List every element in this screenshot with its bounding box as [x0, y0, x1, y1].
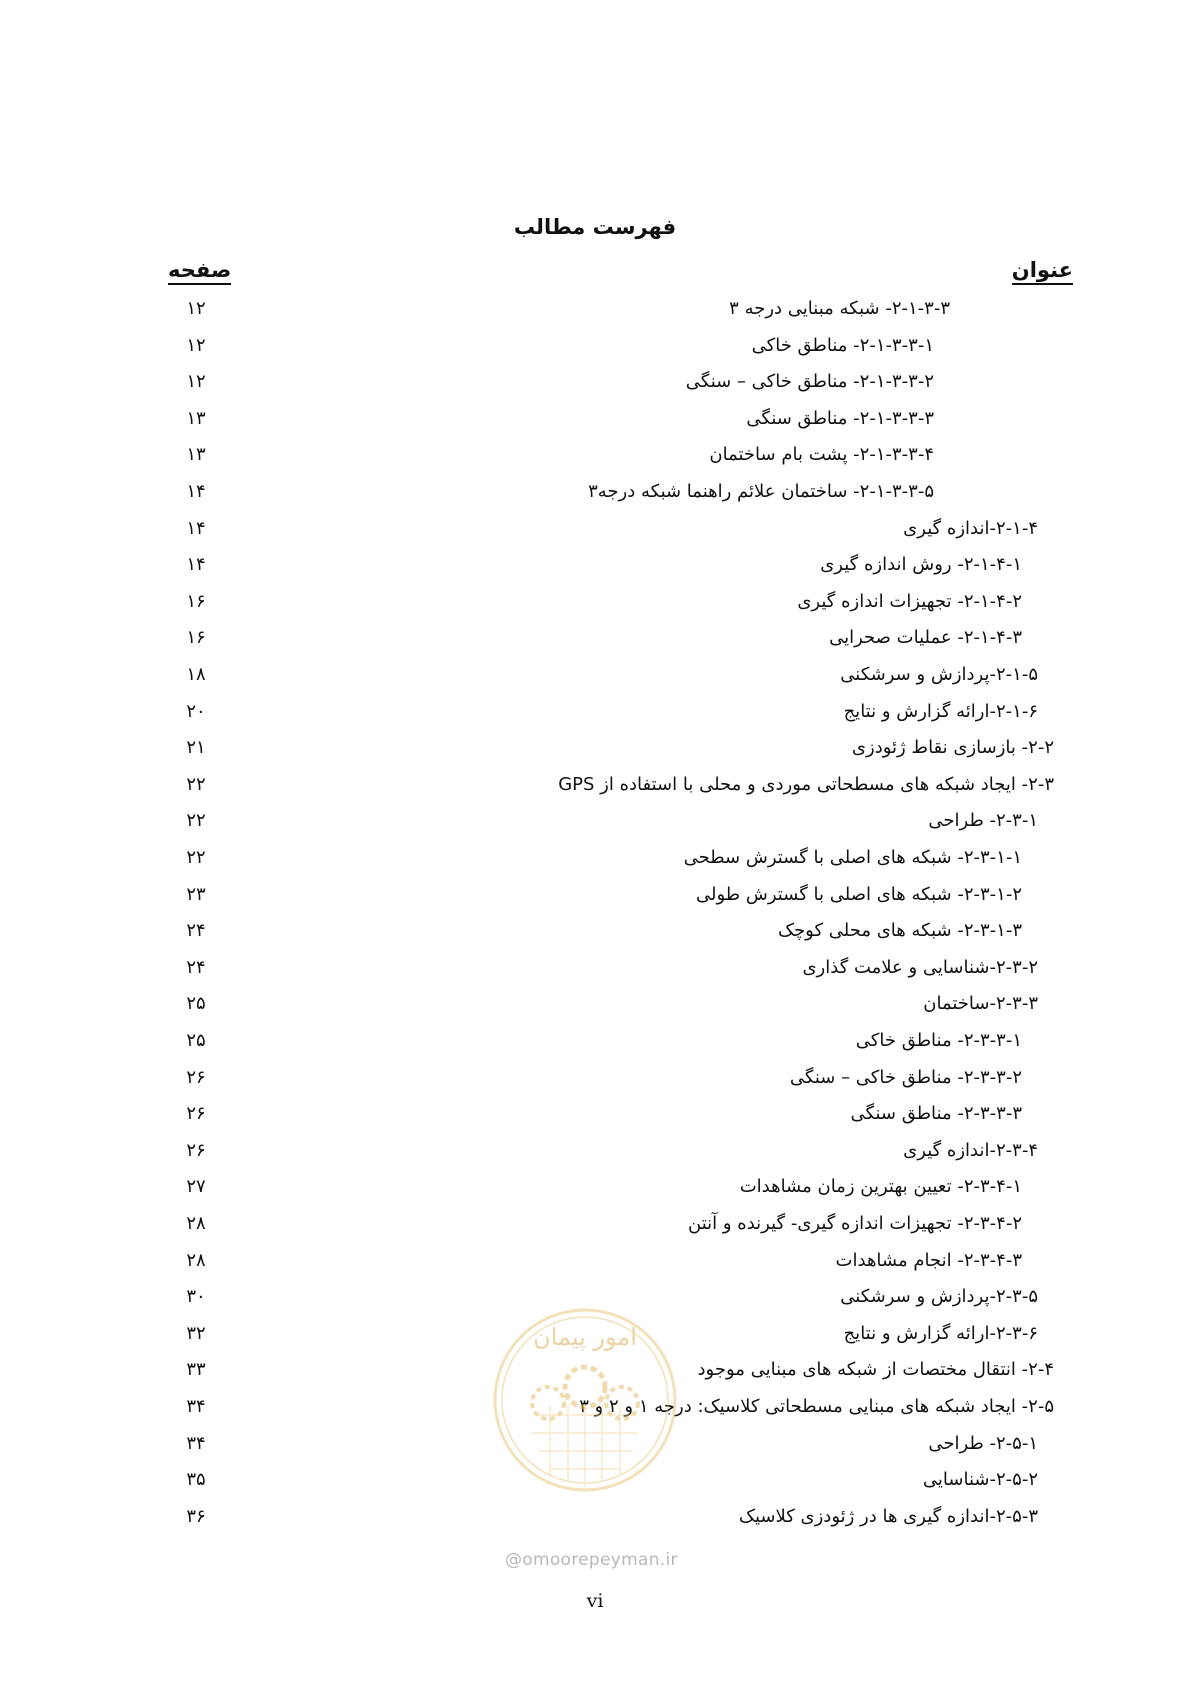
toc-entry-page: ۳۲: [186, 1322, 206, 1344]
toc-entry-title: ۲-۵- ایجاد شبکه های مبنایی مسطحاتی کلاسیک: درجه ۱ و ۲ و ۳: [579, 1396, 1054, 1417]
toc-entry-page: ۲۸: [186, 1249, 206, 1271]
toc-entry[interactable]: [0, 808, 1190, 845]
toc-entry[interactable]: [0, 442, 1190, 479]
toc-entry-title: ۲-۳-۳-۱- مناطق خاکی: [855, 1030, 1022, 1051]
toc-entry-title: ۲-۱-۴-اندازه گیری: [903, 517, 1038, 539]
toc-entry-title: ۲-۳- ایجاد شبکه های مسطحاتی موردی و محلی با استفاده از GPS: [558, 773, 1054, 795]
toc-entry-title: ۲-۱-۳-۳-۵- ساختمان علائم راهنما شبکه درجه۳: [588, 481, 934, 502]
toc-entry-page: ۱۶: [186, 590, 206, 612]
toc-entry[interactable]: [0, 845, 1190, 882]
toc-entry-page: ۲۸: [186, 1213, 206, 1234]
toc-entry[interactable]: [0, 1101, 1190, 1138]
toc-entry-page: ۲۶: [186, 1103, 206, 1125]
column-header-page: صفحه: [168, 258, 231, 285]
toc-entry-title: ۲-۱-۴-۱- روش اندازه گیری: [820, 554, 1022, 576]
toc-entry-page: ۲۴: [186, 920, 206, 942]
toc-entry[interactable]: [0, 1211, 1190, 1248]
toc-entry[interactable]: [0, 296, 1190, 333]
toc-entry-title: ۲-۳-۵-پردازش و سرشکنی: [840, 1286, 1038, 1308]
toc-entry-title: ۲-۱-۳-۳-۲- مناطق خاکی – سنگی: [685, 371, 934, 393]
toc-entry-title: ۲-۱-۵-پردازش و سرشکنی: [840, 664, 1038, 685]
toc-entry-title: ۲-۳-۴-۱- تعیین بهترین زمان مشاهدات: [739, 1176, 1022, 1198]
toc-entry[interactable]: [0, 662, 1190, 699]
watermark-site: @omoorepeyman.ir: [505, 1550, 678, 1570]
toc-entry-title: ۲-۵-۱- طراحی: [928, 1432, 1038, 1454]
toc-entry[interactable]: [0, 1504, 1190, 1541]
toc-entry[interactable]: [0, 625, 1190, 662]
toc-entry-page: ۱۲: [186, 371, 206, 393]
toc-entry-title: ۲-۳-۱- طراحی: [928, 810, 1038, 832]
toc-entry-title: ۲-۴- انتقال مختصات از شبکه های مبنایی موجود: [697, 1359, 1054, 1381]
toc-entry-page: ۱۲: [186, 334, 206, 356]
toc-entry-page: ۲۴: [186, 956, 206, 978]
toc-entry-page: ۱۴: [186, 481, 206, 502]
toc-entry[interactable]: [0, 918, 1190, 955]
toc-entry-title: ۲-۳-۱-۳- شبکه های محلی کوچک: [777, 920, 1022, 942]
toc-entry-title: ۲-۳-۱-۲- شبکه های اصلی با گسترش طولی: [696, 883, 1022, 905]
page-title: فهرست مطالب: [513, 215, 677, 239]
toc-entry[interactable]: [0, 1065, 1190, 1102]
toc-entry-title: ۲-۵-۲-شناسایی: [922, 1469, 1038, 1491]
toc-entry[interactable]: [0, 699, 1190, 736]
toc-entry-title: ۲-۳-۴-۲- تجهیزات اندازه گیری- گیرنده و آنتن: [688, 1213, 1022, 1234]
toc-entry-title: ۲-۱-۴-۳- عملیات صحرایی: [829, 627, 1022, 649]
toc-entry-page: ۳۳: [186, 1359, 206, 1381]
toc-entry-page: ۳۵: [186, 1469, 206, 1491]
toc-entry-page: ۲۲: [186, 810, 206, 832]
toc-entry-title: ۲-۱-۳-۳-۴- پشت بام ساختمان: [709, 444, 934, 466]
toc-entry[interactable]: [0, 735, 1190, 772]
toc-entry-title: ۲-۳-۳-۳- مناطق سنگی: [850, 1103, 1022, 1125]
toc-entry-title: ۲-۳-۴-اندازه گیری: [903, 1139, 1038, 1161]
toc-entry-title: ۲-۱-۳-۳-۱- مناطق خاکی: [751, 334, 934, 356]
toc-entry[interactable]: [0, 772, 1190, 809]
toc-entry-page: ۲۳: [186, 883, 206, 905]
watermark-logo-text: امور پیمان: [533, 1323, 637, 1351]
toc-entry-page: ۳۴: [186, 1432, 206, 1454]
toc-entry[interactable]: [0, 1028, 1190, 1065]
toc-entry-page: ۲۰: [186, 700, 206, 722]
toc-entry-title: ۲-۱-۶-ارائه گزارش و نتایج: [843, 700, 1038, 722]
toc-entry-title: ۲-۱-۳-۳-۳- مناطق سنگی: [746, 407, 934, 429]
toc-entry-page: ۳۴: [186, 1396, 206, 1417]
toc-entry-title: ۲-۳-۳-ساختمان: [923, 993, 1038, 1015]
toc-entry-title: ۲-۱-۳-۳- شبکه مبنایی درجه ۳: [729, 298, 950, 319]
toc-entry[interactable]: [0, 882, 1190, 919]
toc-entry-page: ۲۵: [186, 993, 206, 1015]
toc-entry-page: ۲۷: [186, 1176, 206, 1198]
column-header-title: عنوان: [1012, 258, 1073, 285]
toc-entry-page: ۲۵: [186, 1030, 206, 1051]
toc-entry[interactable]: [0, 552, 1190, 589]
toc-entry-page: ۱۸: [186, 664, 206, 685]
toc-entry-page: ۳۰: [186, 1286, 206, 1308]
toc-entry-title: ۲-۱-۴-۲- تجهیزات اندازه گیری: [797, 590, 1022, 612]
toc-entry-page: ۱۳: [186, 444, 206, 466]
toc-entry[interactable]: [0, 1174, 1190, 1211]
toc-entry-title: ۲-۳-۱-۱- شبکه های اصلی با گسترش سطحی: [683, 847, 1022, 868]
toc-entry-title: ۲-۵-۳-اندازه گیری ها در ژئودزی کلاسیک: [738, 1505, 1038, 1527]
toc-entry[interactable]: [0, 955, 1190, 992]
toc-entry[interactable]: [0, 991, 1190, 1028]
toc-entry[interactable]: [0, 1248, 1190, 1285]
toc-entry[interactable]: [0, 1138, 1190, 1175]
toc-entry-page: ۲۲: [186, 773, 206, 795]
toc-entry-page: ۲۶: [186, 1066, 206, 1088]
toc-entry[interactable]: [0, 589, 1190, 626]
toc-entry-title: ۲-۳-۳-۲- مناطق خاکی – سنگی: [789, 1066, 1022, 1088]
toc-entry[interactable]: [0, 406, 1190, 443]
toc-entry-title: ۲-۳-۲-شناسایی و علامت گذاری: [802, 956, 1038, 978]
toc-entry-page: ۲۲: [186, 847, 206, 868]
toc-entry-page: ۱۶: [186, 627, 206, 649]
toc-entry-page: ۱۳: [186, 407, 206, 429]
toc-entry-title: ۲-۳-۴-۳- انجام مشاهدات: [835, 1249, 1022, 1271]
toc-entry[interactable]: [0, 516, 1190, 553]
toc-entry-page: ۱۴: [186, 517, 206, 539]
toc-entry-title: ۲-۲- بازسازی نقاط ژئودزی: [851, 737, 1054, 759]
toc-entry-page: ۱۴: [186, 554, 206, 576]
toc-entry-page: ۲۶: [186, 1139, 206, 1161]
toc-entry-page: ۲۱: [186, 737, 206, 759]
toc-entry[interactable]: [0, 479, 1190, 516]
toc-entry-page: ۳۶: [186, 1505, 206, 1527]
page-number: vi: [586, 1590, 604, 1612]
toc-entry-page: ۱۲: [186, 298, 206, 319]
toc-entry-title: ۲-۳-۶-ارائه گزارش و نتایج: [843, 1322, 1038, 1344]
toc-entry[interactable]: [0, 333, 1190, 370]
watermark-logo: [490, 1305, 680, 1495]
toc-entry[interactable]: [0, 369, 1190, 406]
